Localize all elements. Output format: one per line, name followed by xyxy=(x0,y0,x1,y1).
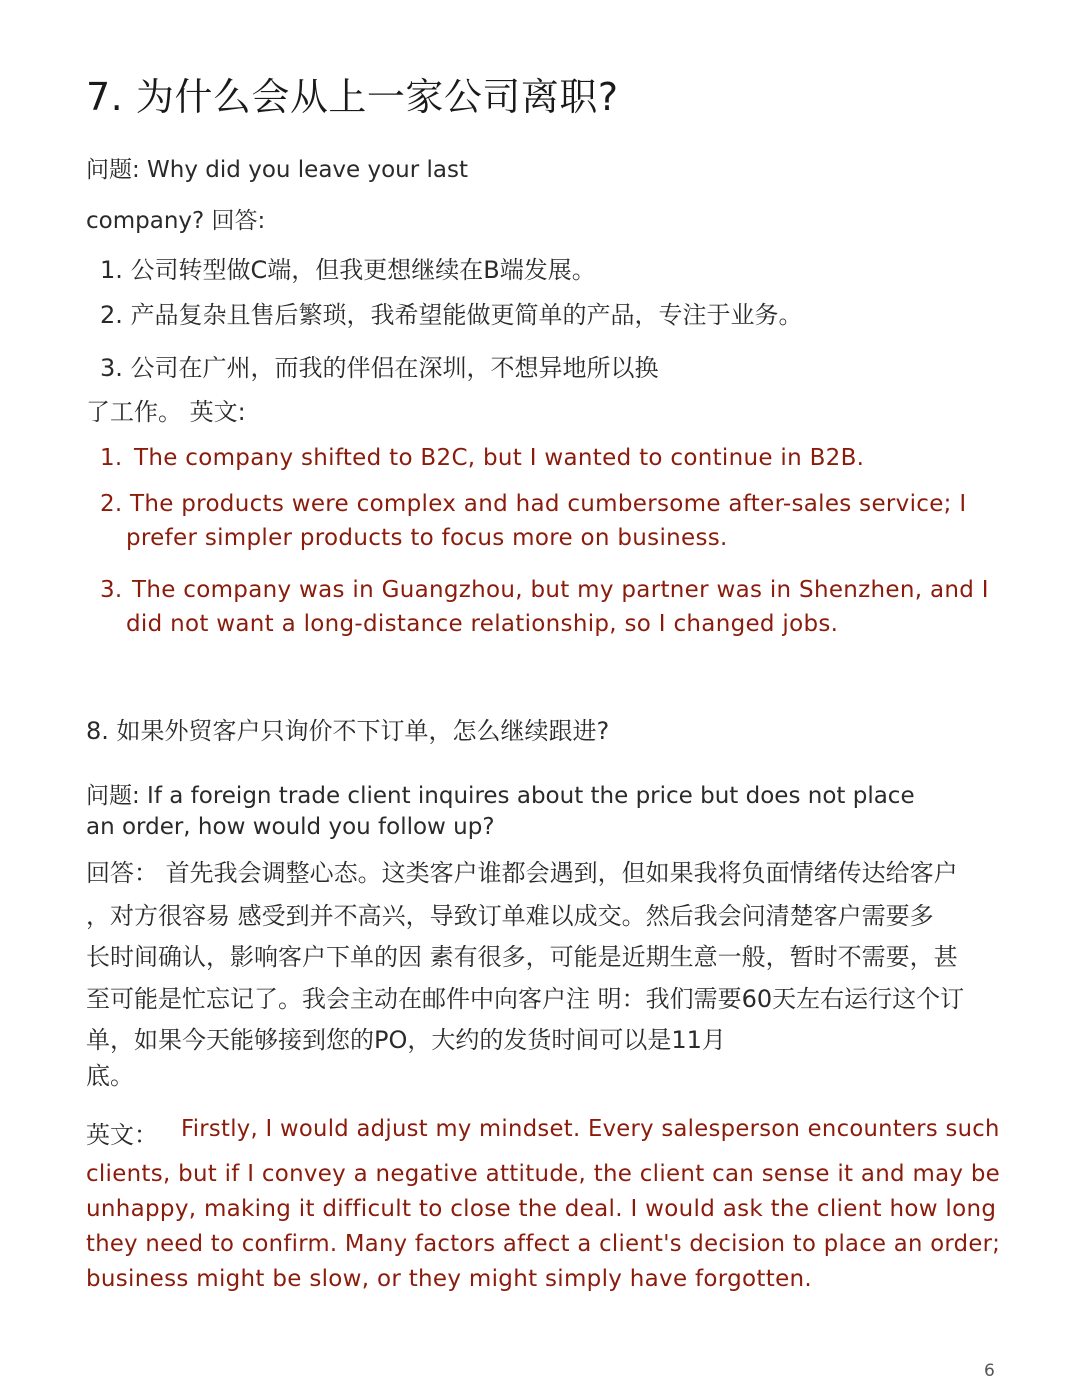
section-8-answer-cn-line3: 长时间确认，影响客户下单的因 素有很多，可能是近期生意一般，暂时不需要，甚 xyxy=(86,943,958,971)
section-7-en-answer-3-line2: did not want a long-distance relationship, so I changed jobs. xyxy=(126,611,839,637)
section-7-title: 7. 为什么会从上一家公司离职? xyxy=(86,75,619,119)
section-7-cn-answer-2: 2. 产品复杂且售后繁琐，我希望能做更简单的产品，专注于业务。 xyxy=(100,301,803,329)
section-8-answer-en-line5: business might be slow, or they might simply have forgotten. xyxy=(86,1266,813,1292)
section-8-question-line2: an order, how would you follow up? xyxy=(86,814,495,840)
section-8-answer-cn-line1: 回答： 首先我会调整心态。这类客户谁都会遇到，但如果我将负面情绪传达给客户 xyxy=(86,859,958,887)
section-7-en-answer-2-line2: prefer simpler products to focus more on business. xyxy=(126,525,728,551)
section-8-answer-cn-line5: 单，如果今天能够接到您的PO，大约的发货时间可以是11月 xyxy=(86,1026,726,1054)
section-7-en-answer-3-num: 3. xyxy=(100,577,123,603)
section-8-title: 8. 如果外贸客户只询价不下订单，怎么继续跟进? xyxy=(86,717,610,745)
section-7-question-line1: 问题: Why did you leave your last xyxy=(86,157,468,183)
section-8-answer-en-line3: unhappy, making it difficult to close the deal. I would ask the client how long xyxy=(86,1196,997,1222)
section-8-answer-en-line4: they need to confirm. Many factors affect a client's decision to place an order; xyxy=(86,1231,1001,1257)
section-7-cn-answer-1: 1. 公司转型做C端，但我更想继续在B端发展。 xyxy=(100,256,596,284)
section-7-en-answer-2-line1: The products were complex and had cumbersome after-sales service; I xyxy=(130,491,967,517)
section-7-en-answer-1-line1: The company shifted to B2C, but I wanted to continue in B2B. xyxy=(134,445,865,471)
section-8-question-line1: 问题: If a foreign trade client inquires about the price but does not place xyxy=(86,783,915,809)
section-7-en-answer-1-num: 1. xyxy=(100,445,123,471)
section-7-cn-answer-3: 3. 公司在广州，而我的伴侣在深圳，不想异地所以换 xyxy=(100,354,659,382)
section-8-answer-cn-line6: 底。 xyxy=(86,1062,134,1090)
section-8-answer-cn-line2: ，对方很容易 感受到并不高兴，导致订单难以成交。然后我会问清楚客户需要多 xyxy=(86,902,934,930)
section-7-en-answer-2-num: 2. xyxy=(100,491,123,517)
section-7-question-line2: company? 回答: xyxy=(86,208,266,234)
section-7-en-answer-3-line1: The company was in Guangzhou, but my partner was in Shenzhen, and I xyxy=(132,577,989,603)
section-8-answer-cn-line4: 至可能是忙忘记了。我会主动在邮件中向客户注 明：我们需要60天左右运行这个订 xyxy=(86,985,965,1013)
section-7-cn-answer-3-continued: 了工作。 英文: xyxy=(86,398,246,426)
section-8-answer-en-line2: clients, but if I convey a negative attitude, the client can sense it and may be xyxy=(86,1161,1001,1187)
section-8-answer-en-label: 英文： xyxy=(86,1121,158,1149)
section-8-answer-en-line1: Firstly, I would adjust my mindset. Every salesperson encounters such xyxy=(181,1116,1000,1142)
page-number: 6 xyxy=(984,1361,995,1381)
